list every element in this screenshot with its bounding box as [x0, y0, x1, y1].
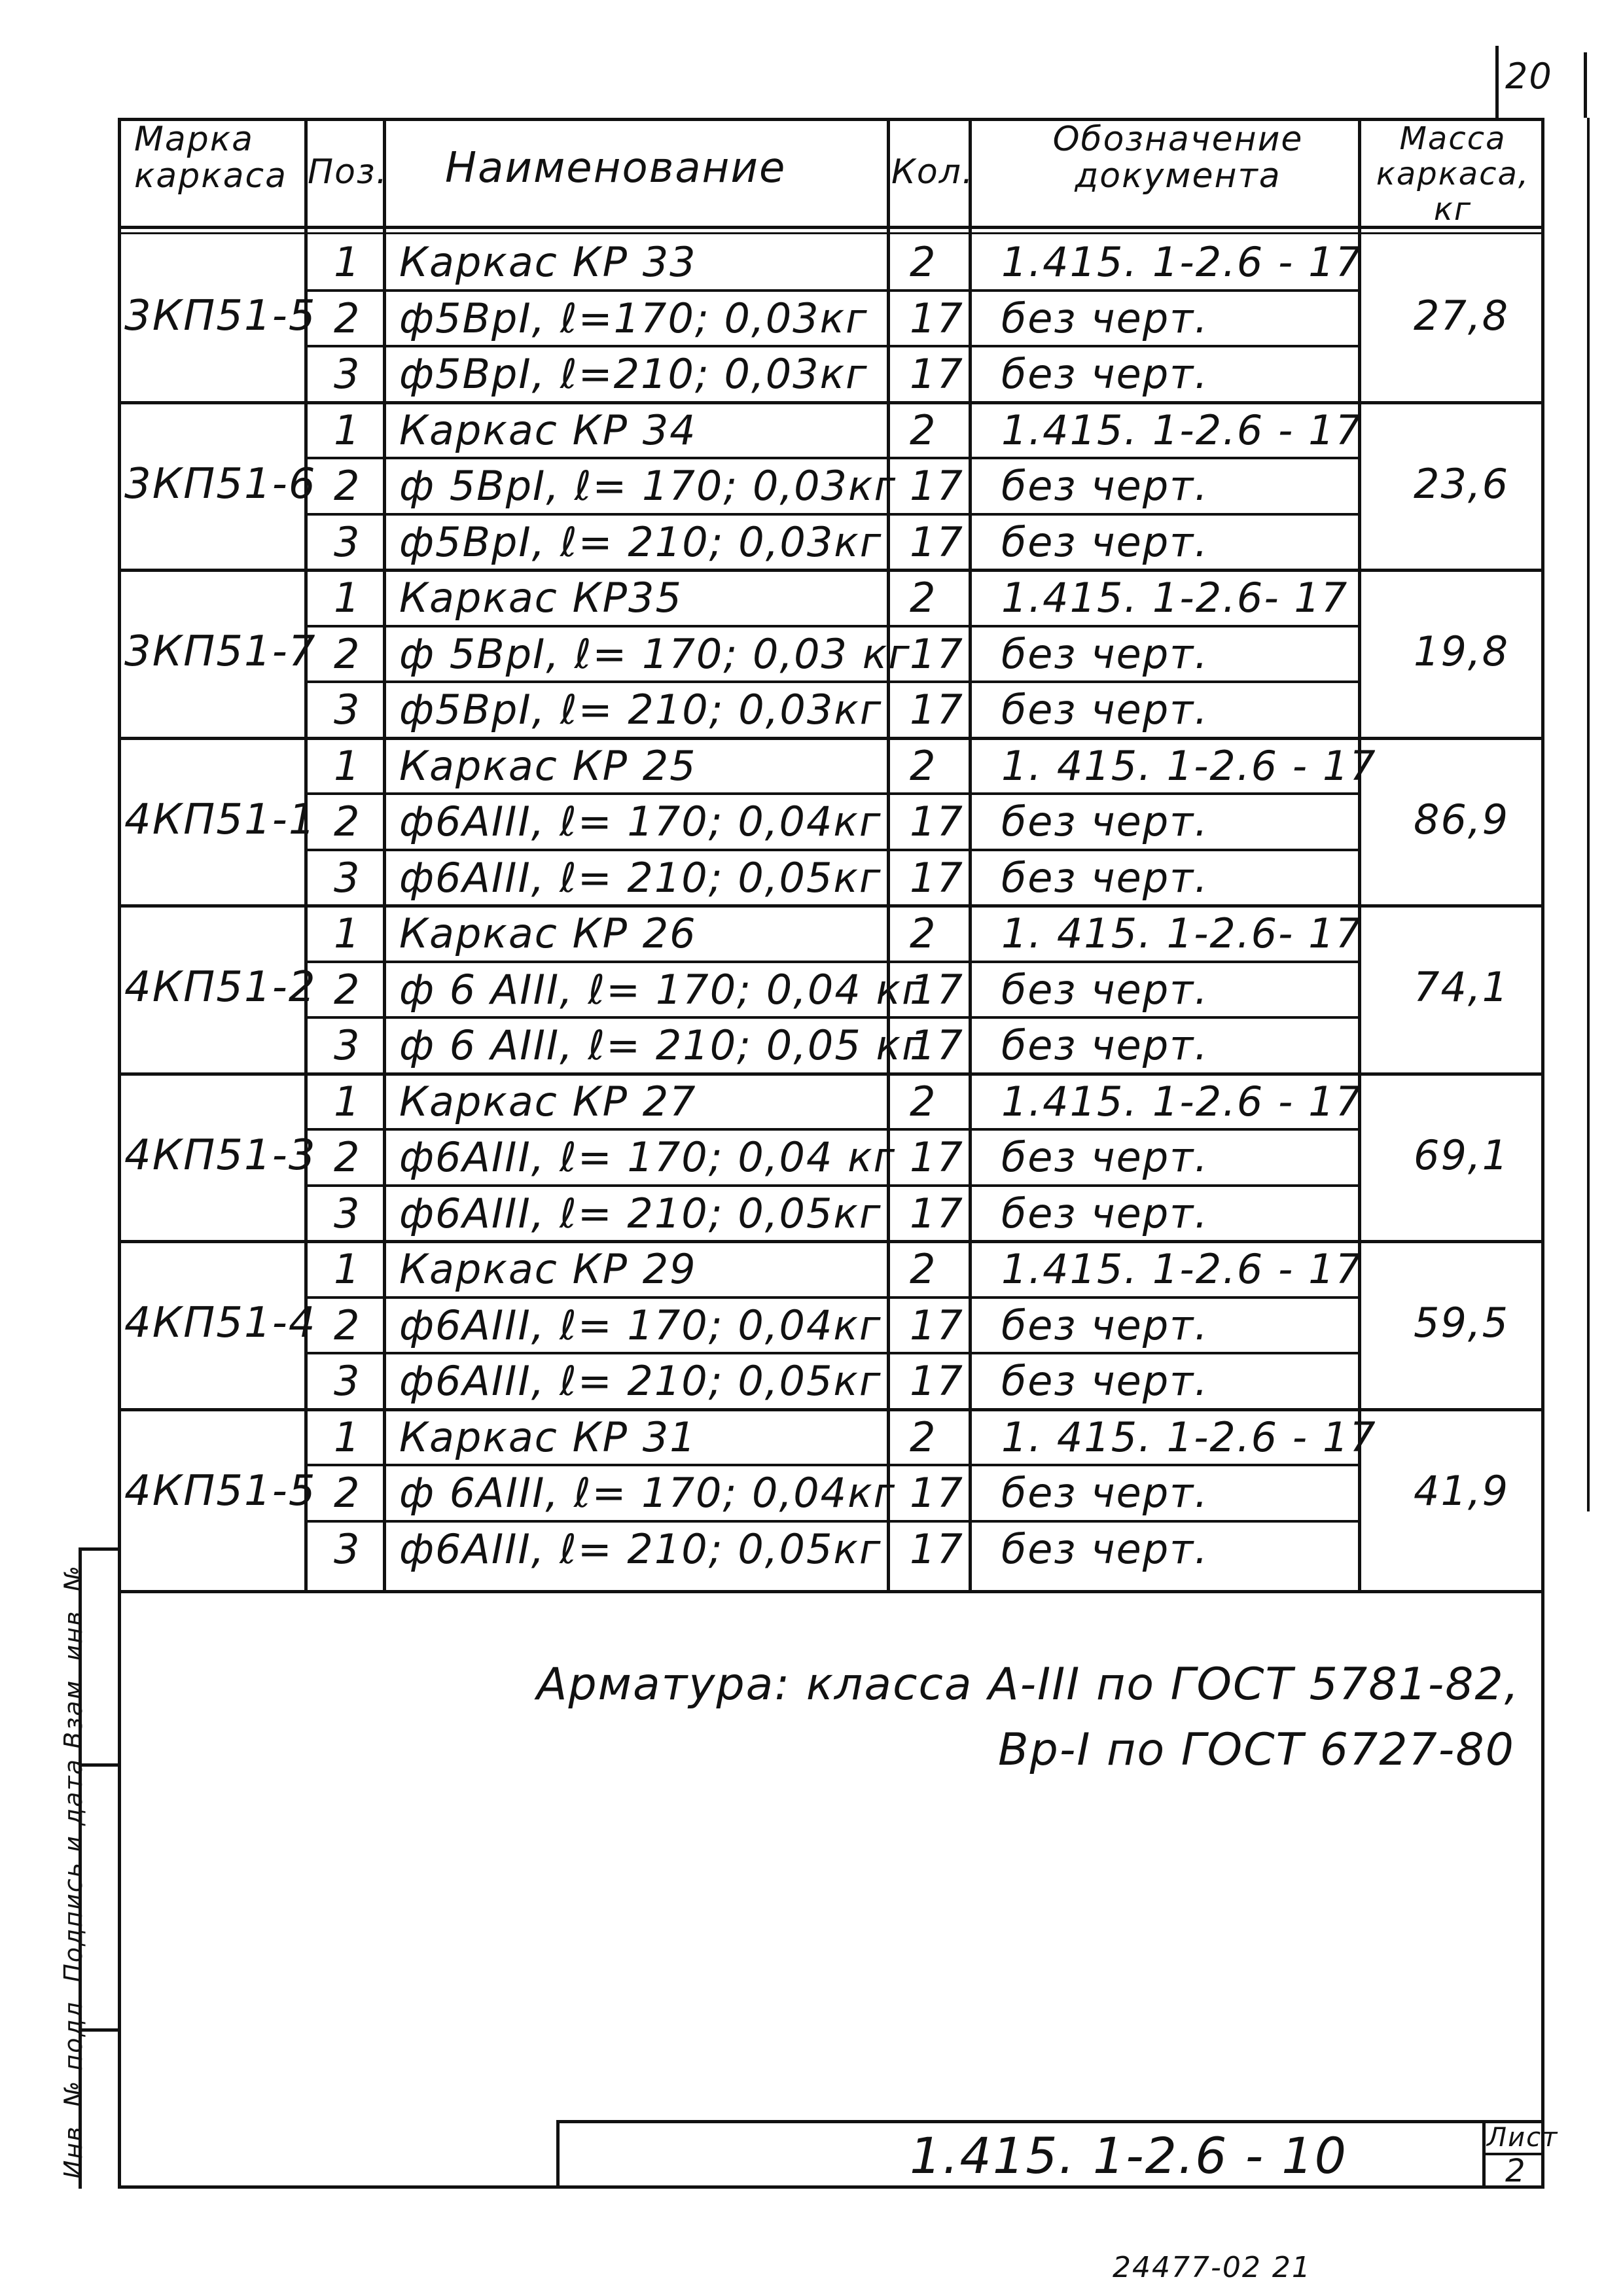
header-mark: Марка каркаса — [134, 120, 288, 196]
row-qty: 17 — [910, 1525, 964, 1573]
row-separator — [304, 457, 1361, 459]
row-separator — [304, 1184, 1361, 1187]
title-block-left — [556, 2120, 560, 2189]
row-qty: 17 — [910, 1189, 964, 1237]
row-doc: без черт. — [1001, 518, 1209, 566]
row-qty: 17 — [910, 1133, 964, 1181]
row-name: ф5ВрI, ℓ= 210; 0,03кг — [399, 686, 883, 733]
row-name: Каркас КР 25 — [399, 741, 697, 790]
row-name: Каркас КР 31 — [399, 1413, 697, 1461]
frame-mass: 86,9 — [1414, 795, 1510, 843]
sheet-label: Лист — [1487, 2123, 1559, 2153]
row-name: ф6АIII, ℓ= 170; 0,04 кг — [399, 1133, 897, 1181]
page-number: 20 — [1505, 56, 1553, 97]
row-name: Каркас КР 26 — [399, 910, 697, 957]
row-doc: без черт. — [1001, 1133, 1209, 1181]
row-pos: 3 — [334, 350, 361, 398]
row-pos: 3 — [334, 1021, 361, 1069]
row-pos: 3 — [334, 1357, 361, 1405]
row-qty: 17 — [910, 686, 964, 733]
page-number-border-right — [1584, 52, 1587, 118]
frame-mark: 3КП51-5 — [124, 292, 317, 341]
row-name: ф6АIII, ℓ= 170; 0,04кг — [399, 1301, 882, 1349]
row-qty: 17 — [910, 462, 964, 510]
row-separator — [304, 1520, 1361, 1523]
header-name: Наименование — [445, 144, 787, 192]
document-designation: 1.415. 1-2.6 - 10 — [910, 2127, 1347, 2185]
row-pos: 2 — [334, 965, 361, 1014]
row-qty: 17 — [910, 798, 964, 845]
row-name: ф 5ВрI, ℓ= 170; 0,03кг — [399, 462, 897, 510]
row-doc: без черт. — [1001, 350, 1209, 398]
group-separator — [118, 737, 1544, 740]
row-qty: 2 — [910, 238, 937, 286]
row-doc: без черт. — [1001, 965, 1209, 1014]
row-pos: 1 — [334, 238, 361, 286]
row-name: ф6АIII, ℓ= 210; 0,05кг — [399, 1357, 882, 1405]
row-separator — [304, 1464, 1361, 1466]
group-separator — [118, 1408, 1544, 1411]
row-qty: 17 — [910, 1021, 964, 1069]
frame-mass: 27,8 — [1414, 292, 1510, 340]
row-doc: 1.415. 1-2.6 - 17 — [1001, 406, 1363, 454]
group-separator — [118, 569, 1544, 572]
row-doc: без черт. — [1001, 1189, 1209, 1237]
row-pos: 2 — [334, 294, 361, 342]
row-separator — [304, 289, 1361, 292]
row-pos: 1 — [334, 910, 361, 957]
row-name: ф 6 АIII, ℓ= 170; 0,04 кг — [399, 965, 925, 1014]
row-qty: 17 — [910, 853, 964, 902]
row-qty: 17 — [910, 518, 964, 566]
frame-mass: 41,9 — [1414, 1466, 1510, 1515]
group-separator — [118, 1072, 1544, 1076]
row-name: ф6АIII, ℓ= 210; 0,05кг — [399, 853, 882, 902]
row-doc: без черт. — [1001, 1021, 1209, 1069]
row-pos: 1 — [334, 406, 361, 454]
row-name: ф5ВрI, ℓ=210; 0,03кг — [399, 350, 868, 398]
row-doc: без черт. — [1001, 686, 1209, 733]
group-separator — [118, 401, 1544, 404]
row-name: ф5ВрI, ℓ= 210; 0,03кг — [399, 518, 883, 566]
row-name: Каркас КР 34 — [399, 406, 697, 454]
row-separator — [304, 1016, 1361, 1019]
row-doc: 1. 415. 1-2.6 - 17 — [1001, 1413, 1377, 1461]
header-doc: Обозначение документа — [1052, 120, 1304, 196]
row-doc: 1.415. 1-2.6 - 17 — [1001, 1077, 1363, 1125]
row-pos: 2 — [334, 1133, 361, 1181]
frame-mark: 4КП51-2 — [124, 963, 317, 1012]
row-doc: без черт. — [1001, 629, 1209, 678]
row-doc: без черт. — [1001, 462, 1209, 510]
frame-mark: 4КП51-4 — [124, 1299, 317, 1348]
row-doc: 1. 415. 1-2.6 - 17 — [1001, 741, 1377, 790]
row-qty: 2 — [910, 1077, 937, 1125]
row-qty: 17 — [910, 1469, 964, 1517]
row-qty: 17 — [910, 1357, 964, 1405]
row-doc: без черт. — [1001, 853, 1209, 902]
header-pos: Поз. — [308, 152, 389, 192]
row-name: Каркас КР 29 — [399, 1245, 697, 1293]
frame-mark: 3КП51-6 — [124, 459, 317, 508]
bottom-archive-code: 24477-02 21 — [1113, 2251, 1311, 2284]
frame-mass: 23,6 — [1414, 459, 1510, 508]
row-qty: 17 — [910, 965, 964, 1014]
row-name: ф5ВрI, ℓ=170; 0,03кг — [399, 294, 868, 342]
row-pos: 1 — [334, 1077, 361, 1125]
row-name: Каркас КР 27 — [399, 1077, 697, 1125]
row-qty: 17 — [910, 294, 964, 342]
row-pos: 2 — [334, 629, 361, 678]
row-pos: 3 — [334, 686, 361, 733]
row-doc: без черт. — [1001, 1469, 1209, 1517]
row-name: ф 6АIII, ℓ= 170; 0,04кг — [399, 1469, 897, 1517]
row-doc: 1.415. 1-2.6 - 17 — [1001, 1245, 1363, 1293]
row-pos: 3 — [334, 853, 361, 902]
row-qty: 17 — [910, 629, 964, 678]
row-pos: 3 — [334, 1189, 361, 1237]
row-separator — [304, 792, 1361, 795]
row-separator — [304, 1296, 1361, 1299]
row-doc: 1.415. 1-2.6 - 17 — [1001, 238, 1363, 286]
note-line-1: Арматура: класса А-III по ГОСТ 5781-82, — [537, 1659, 1520, 1710]
row-doc: без черт. — [1001, 1301, 1209, 1349]
group-separator — [118, 904, 1544, 908]
col-line-qty — [969, 118, 972, 1593]
header-bottom-line — [118, 226, 1544, 229]
row-qty: 17 — [910, 1301, 964, 1349]
frame-mass: 69,1 — [1414, 1131, 1510, 1179]
header-mass: Масса каркаса, кг — [1376, 120, 1530, 228]
row-pos: 2 — [334, 1469, 361, 1517]
row-qty: 2 — [910, 1413, 937, 1461]
row-doc: без черт. — [1001, 1357, 1209, 1405]
row-doc: без черт. — [1001, 1525, 1209, 1573]
frame-mass: 74,1 — [1414, 963, 1510, 1012]
col-line-doc — [1358, 118, 1361, 1593]
frame-mark: 4КП51-3 — [124, 1131, 317, 1180]
row-name: ф6АIII, ℓ= 210; 0,05кг — [399, 1525, 882, 1573]
row-name: ф6АIII, ℓ= 210; 0,05кг — [399, 1189, 882, 1237]
row-separator — [304, 849, 1361, 851]
side-stamp-text: Инв. № подл. Подпись и дата Взам. инв. № — [59, 1564, 88, 2179]
frame-mark: 4КП51-1 — [124, 795, 317, 844]
note-line-2: Вр-I по ГОСТ 6727-80 — [998, 1724, 1515, 1776]
table-bottom-line — [118, 1590, 1544, 1593]
row-separator — [304, 1128, 1361, 1131]
header-bottom-line-2 — [118, 232, 1544, 234]
page-number-border-left — [1495, 46, 1499, 118]
row-pos: 3 — [334, 1525, 361, 1573]
row-name: ф 5ВрI, ℓ= 170; 0,03 кг — [399, 629, 911, 678]
frame-mass: 59,5 — [1414, 1299, 1510, 1347]
frame-mass: 19,8 — [1414, 627, 1510, 676]
col-line-name — [887, 118, 890, 1593]
row-qty: 2 — [910, 574, 937, 622]
frame-mark: 4КП51-5 — [124, 1466, 317, 1515]
group-separator — [118, 1240, 1544, 1243]
row-qty: 2 — [910, 910, 937, 957]
row-qty: 2 — [910, 741, 937, 790]
row-separator — [304, 513, 1361, 516]
row-qty: 2 — [910, 1245, 937, 1293]
header-qty: Кол. — [891, 152, 974, 192]
row-pos: 1 — [334, 741, 361, 790]
row-name: ф 6 АIII, ℓ= 210; 0,05 кг — [399, 1021, 925, 1069]
row-doc: без черт. — [1001, 294, 1209, 342]
row-name: ф6АIII, ℓ= 170; 0,04кг — [399, 798, 882, 845]
right-margin-line — [1587, 118, 1590, 1511]
row-qty: 2 — [910, 406, 937, 454]
row-doc: 1. 415. 1-2.6- 17 — [1001, 910, 1363, 957]
row-doc: без черт. — [1001, 798, 1209, 845]
row-separator — [304, 961, 1361, 963]
sheet-number: 2 — [1505, 2153, 1527, 2189]
row-pos: 1 — [334, 1245, 361, 1293]
row-pos: 1 — [334, 1413, 361, 1461]
frame-mark: 3КП51-7 — [124, 627, 317, 677]
row-separator — [304, 625, 1361, 627]
row-pos: 2 — [334, 798, 361, 845]
row-pos: 3 — [334, 518, 361, 566]
row-name: Каркас КР 33 — [399, 238, 697, 286]
row-pos: 2 — [334, 1301, 361, 1349]
row-doc: 1.415. 1-2.6- 17 — [1001, 574, 1349, 622]
row-name: Каркас КР35 — [399, 574, 683, 622]
row-pos: 2 — [334, 462, 361, 510]
col-line-pos — [383, 118, 386, 1593]
title-block-top — [556, 2120, 1544, 2123]
row-separator — [304, 680, 1361, 683]
row-qty: 17 — [910, 350, 964, 398]
row-pos: 1 — [334, 574, 361, 622]
row-separator — [304, 1352, 1361, 1354]
row-separator — [304, 345, 1361, 347]
